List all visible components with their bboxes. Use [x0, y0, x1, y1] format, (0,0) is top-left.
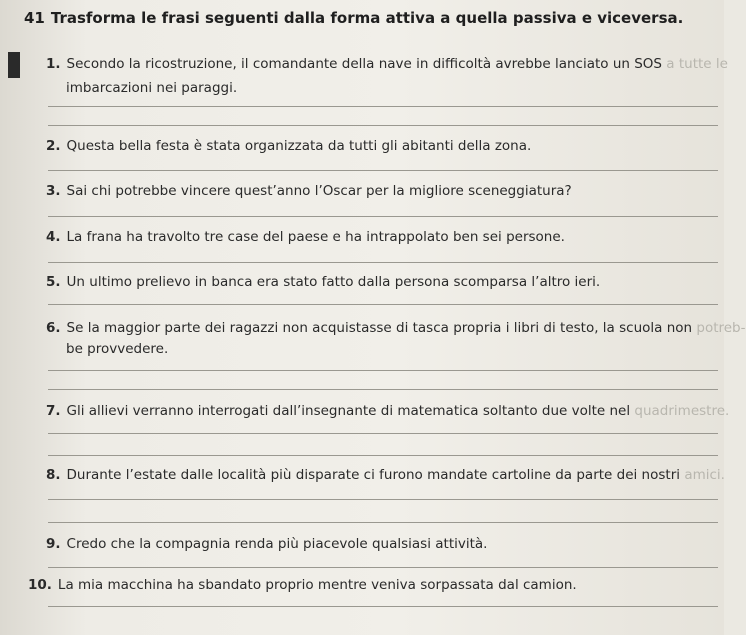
exercise-item-7: 7. Gli allievi verranno interrogati dall’insegnante di matematica soltanto due volte nel quadrimestre. [46, 403, 730, 419]
answer-line [48, 455, 718, 456]
answer-line [48, 606, 718, 607]
exercise-item-5: 5. Un ultimo prelievo in banca era stato fatto dalla persona scomparsa l’altro ieri. [46, 274, 601, 290]
answer-line [48, 522, 718, 523]
answer-line [48, 170, 718, 171]
answer-line [48, 389, 718, 390]
answer-line [48, 567, 718, 568]
exercise-item-6-continuation: be provvedere. [66, 341, 169, 357]
exercise-item-2: 2. Questa bella festa è stata organizzata da tutti gli abitanti della zona. [46, 138, 532, 154]
answer-line [48, 125, 718, 126]
exercise-number: 41 [24, 9, 45, 27]
exercise-title [24, 9, 683, 27]
answer-line [48, 433, 718, 434]
exercise-instruction: Trasforma le frasi seguenti dalla forma attiva a quella passiva e viceversa. [50, 9, 684, 27]
answer-line [48, 499, 718, 500]
margin-marker [8, 52, 20, 78]
exercise-item-8: 8. Durante l’estate dalle località più disparate ci furono mandate cartoline da parte dei nostri amici. [46, 467, 725, 483]
answer-line [48, 216, 718, 217]
exercise-item-9: 9. Credo che la compagnia renda più piacevole qualsiasi attività. [46, 536, 488, 552]
exercise-item-3: 3. Sai chi potrebbe vincere quest’anno l’Oscar per la migliore sceneggiatura? [46, 183, 572, 199]
exercise-item-4: 4. La frana ha travolto tre case del paese e ha intrappolato ben sei persone. [46, 229, 565, 245]
exercise-item-1: 1. Secondo la ricostruzione, il comandante della nave in difficoltà avrebbe lanciato un SOS a tutte le [46, 56, 728, 72]
answer-line [48, 106, 718, 107]
answer-line [48, 370, 718, 371]
answer-line [48, 262, 718, 263]
exercise-item-6: 6. Se la maggior parte dei ragazzi non acquistasse di tasca propria i libri di testo, la scuola non potreb- [46, 320, 746, 336]
answer-line [48, 304, 718, 305]
exercise-item-1-continuation: imbarcazioni nei paraggi. [66, 80, 238, 96]
exercise-item-10: 10. La mia macchina ha sbandato proprio mentre veniva sorpassata dal camion. [28, 577, 577, 593]
